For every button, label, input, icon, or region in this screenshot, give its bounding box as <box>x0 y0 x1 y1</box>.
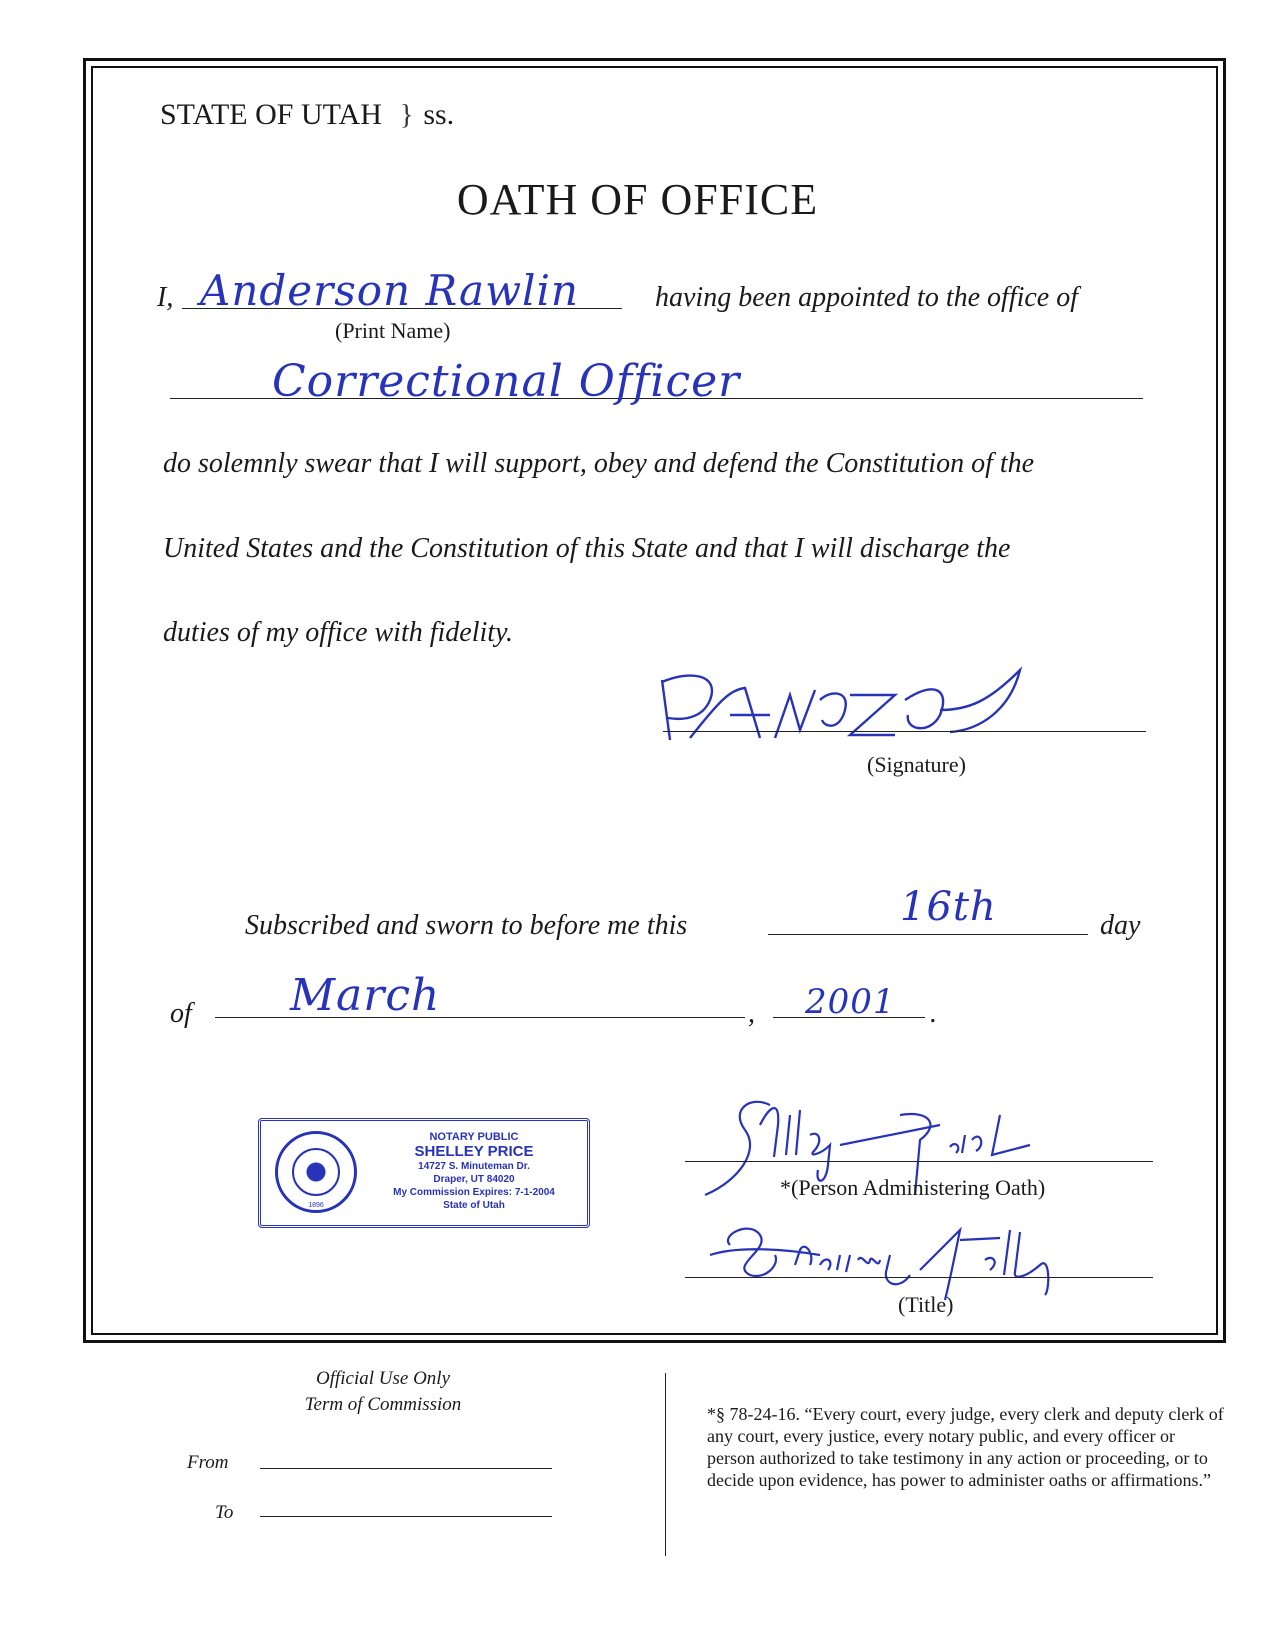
stamp-line-expires: My Commission Expires: 7-1-2004 <box>393 1187 555 1198</box>
venue-header <box>160 98 454 132</box>
seal-year: 1896 <box>308 1202 324 1209</box>
day-line <box>768 934 1088 935</box>
stamp-line-name: SHELLEY PRICE <box>414 1143 534 1160</box>
oath-line-3: duties of my office with fidelity. <box>163 617 513 648</box>
ss-label: ss. <box>423 98 455 131</box>
from-label: From <box>187 1452 229 1473</box>
oath-line-2: United States and the Constitution of this State and that I will discharge the <box>163 533 1011 564</box>
handwritten-year: 2001 <box>805 982 896 1022</box>
term-of-commission-label: Term of Commission <box>304 1394 462 1415</box>
to-line <box>260 1516 552 1517</box>
signature-line <box>663 731 1146 732</box>
of-label: of <box>170 998 192 1029</box>
appointed-text: having been appointed to the office of <box>655 282 1079 313</box>
handwritten-name: Anderson Rawlin <box>200 266 579 315</box>
from-line <box>260 1468 552 1469</box>
official-use-label: Official Use Only <box>315 1368 451 1389</box>
administering-line <box>685 1161 1153 1162</box>
statute-text: *§ 78-24-16. “Every court, every judge, every clerk and deputy clerk of any court, every justice, every notary public, and every officer or person authorized to take testimony in any action or proceeding, or to decide upon evidence, has power to administer oaths or affirmations.” <box>707 1404 1224 1490</box>
stamp-line-city: Draper, UT 84020 <box>433 1174 515 1185</box>
period-glyph: . <box>930 998 937 1029</box>
oath-line-1: do solemnly swear that I will support, obey and defend the Constitution of the <box>163 448 1035 479</box>
administering-caption: *(Person Administering Oath) <box>780 1175 1046 1200</box>
stamp-text-block <box>369 1131 579 1212</box>
signature-caption: (Signature) <box>867 752 966 777</box>
handwritten-office: Correctional Officer <box>272 356 741 407</box>
handwritten-day: 16th <box>900 884 997 930</box>
footer-divider <box>665 1373 666 1556</box>
notary-stamp <box>258 1118 590 1228</box>
to-label: To <box>215 1502 234 1523</box>
comma-glyph: , <box>748 998 755 1029</box>
stamp-line-state: State of Utah <box>443 1200 505 1211</box>
title-line <box>685 1277 1153 1278</box>
seal-circle <box>275 1131 357 1213</box>
page-title: OATH OF OFFICE <box>456 175 819 224</box>
i-prefix: I, <box>157 282 174 313</box>
stamp-line-street: 14727 S. Minuteman Dr. <box>418 1161 530 1172</box>
title-handwriting-scribble <box>710 1210 1110 1305</box>
handwritten-month: March <box>290 970 441 1021</box>
signature-scribble <box>650 660 1030 750</box>
brace-glyph: } <box>399 100 414 131</box>
seal-inner-ring <box>292 1148 340 1196</box>
print-name-caption: (Print Name) <box>335 318 451 343</box>
subscribed-text: Subscribed and sworn to before me this <box>245 910 688 941</box>
stamp-line-notary: NOTARY PUBLIC <box>429 1131 519 1143</box>
state-label: STATE OF UTAH <box>160 98 382 131</box>
title-caption: (Title) <box>898 1292 954 1317</box>
day-label: day <box>1100 910 1141 941</box>
